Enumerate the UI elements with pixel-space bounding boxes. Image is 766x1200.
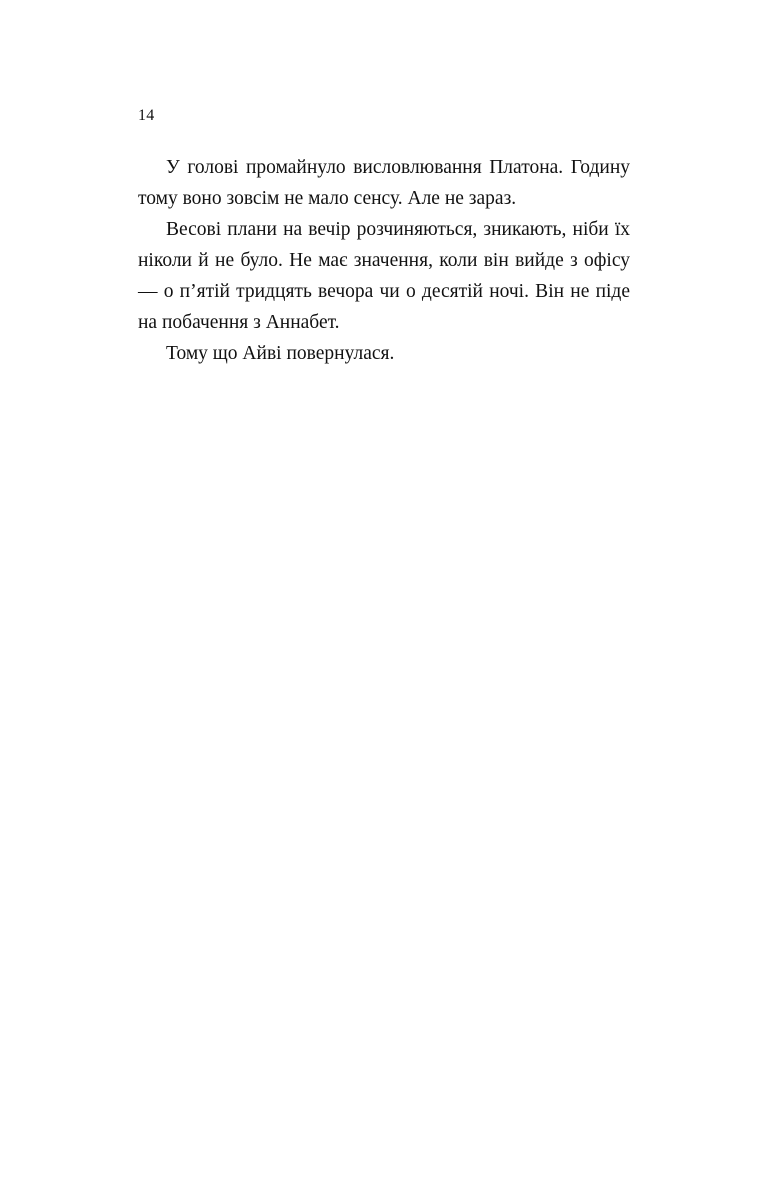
paragraph-3: Тому що Айві повернулася. [166,343,395,364]
page-body-text [138,152,630,369]
paragraph-1: У голові промайнуло висловлювання Платона. Годину тому воно зовсім не мало сенсу. Але не зараз. [138,157,630,209]
page-number: 14 [138,107,155,124]
paragraph-2: Весові плани на вечір розчиняються, зникають, ніби їх ніколи й не було. Не має значення, коли він вийде з офісу — о п’ятій тридцять вечора чи о десятій ночі. Він не піде на побачення з Аннабет. [138,219,630,333]
